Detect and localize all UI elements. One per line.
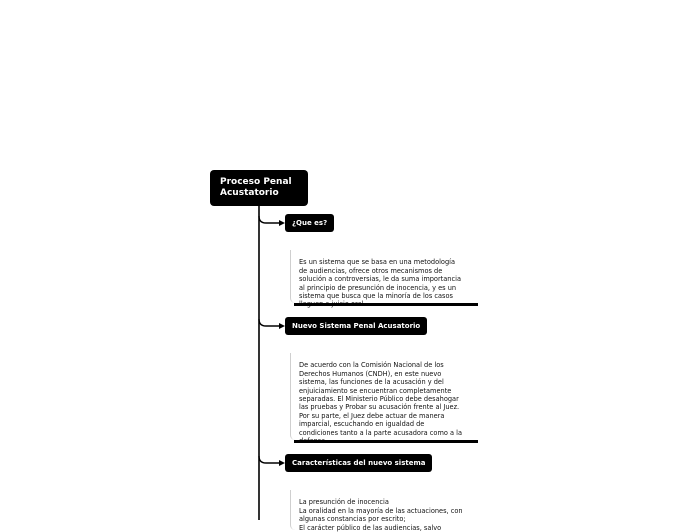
note-text: Es un sistema que se basa en una metodología de audiencias, ofrece otros mecanismos de solución a controversias, le da suma importancia al principio de presunción de inocencia, y es un sistema que busca que la minoría de los casos	[299, 258, 461, 301]
root-topic-title: Proceso Penal Acustatorio	[220, 177, 292, 198]
note-caracteristicas[interactable]	[290, 490, 478, 530]
note-text: La presunción de inocencia La oralidad en la mayoría de las actuaciones, con algunas constancias por escrito; El carácter público de las audiencias, salvo	[299, 498, 463, 532]
branch-label: Características del nuevo sistema	[292, 459, 426, 467]
note-text: De acuerdo con la Comisión Nacional de los Derechos Humanos (CNDH), en este nuevo sistema, las funciones de la acusación y del enjuiciamiento se encuentran completamente separadas. El Ministerio Público debe desahogar las pruebas y Probar su acusación frente al Juez. Por su parte, el Juez debe actuar de manera imparcial, escuchando en igualdad de condiciones tanto a la parte acusadora como a la	[299, 361, 463, 437]
branch-label: ¿Que es?	[292, 219, 328, 227]
branch-label: Nuevo Sistema Penal Acusatorio	[292, 322, 421, 330]
